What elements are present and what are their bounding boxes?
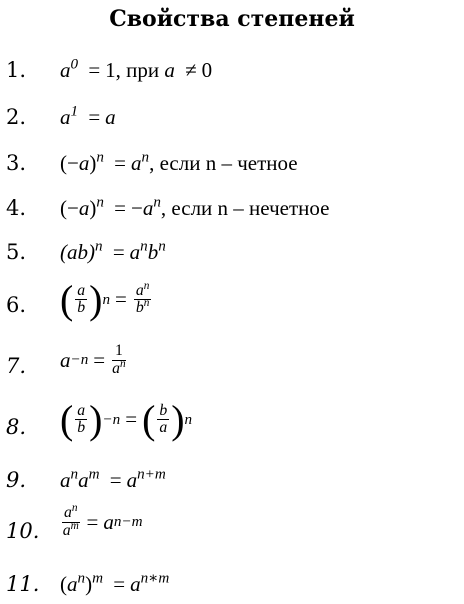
fraction (75, 283, 87, 317)
rhs-exponent: n (153, 194, 161, 211)
numerator: a (77, 281, 86, 299)
inner-exponent: n (77, 570, 86, 587)
denominator (134, 297, 152, 317)
rule-7-formula: a −n = $\frac{1}{a^n}$ (60, 342, 126, 377)
equals-sign: = (88, 58, 101, 82)
exponent: n (119, 357, 126, 370)
var-a: a (130, 572, 141, 596)
paren-close: ) (89, 397, 103, 442)
denominator (112, 357, 126, 378)
var-b: b (135, 299, 144, 317)
value-one: 1 (105, 58, 116, 82)
rule-4-number: 4. (6, 196, 27, 220)
paren-open: (− (60, 196, 79, 220)
rule-2-number: 2. (6, 105, 27, 129)
numerator: b (159, 401, 168, 419)
exponent: n (140, 238, 148, 255)
equals-sign: = (125, 407, 138, 432)
rule-5-number: 5. (6, 240, 27, 264)
exponent: n (96, 149, 104, 166)
exponent: 0 (70, 56, 79, 73)
rule-8-formula: ( $\frac{a}{b}$ ) −n = ( $\frac{b}{a}$ ) n (60, 397, 193, 442)
exponent: n (158, 238, 166, 255)
rule-2-formula (60, 105, 116, 130)
comma: , (115, 58, 121, 82)
rule-6-number: 6. (6, 293, 27, 317)
equals-sign: = (114, 151, 126, 175)
var-a: a (60, 347, 71, 372)
equals-sign: = (113, 572, 126, 596)
var-a: a (112, 359, 120, 377)
comma: , (149, 151, 155, 175)
rule-9-formula (60, 468, 166, 493)
exponent: n (71, 501, 78, 514)
exponent: n (95, 238, 103, 255)
var-a: a (67, 572, 78, 596)
condition-text: если n – четное (159, 151, 298, 175)
fraction (62, 501, 80, 539)
rule-11-formula (60, 572, 169, 597)
exponent: n (96, 194, 104, 211)
denominator (62, 519, 80, 540)
exponent: m (92, 570, 103, 587)
denominator: b (77, 419, 86, 437)
equals-sign: = (93, 347, 106, 372)
fraction (134, 279, 152, 317)
comma: , (160, 196, 167, 220)
rhs-var: a (131, 151, 142, 175)
exponent: n∗m (140, 570, 170, 587)
rule-11-number: 11. (6, 572, 40, 596)
condition-text: если n – нечетное (171, 196, 330, 220)
denominator: b (77, 299, 86, 317)
paren-close: ) (171, 397, 185, 442)
paren-open: ( (60, 397, 74, 442)
exponent: n (143, 279, 150, 292)
paren-open: (− (60, 151, 79, 175)
exponent: m (70, 519, 79, 532)
rule-8-number: 8. (6, 415, 27, 439)
paren-close: ) (89, 196, 97, 220)
equals-sign: = (115, 287, 127, 312)
equals-sign: = (88, 105, 101, 129)
exponent: 1 (70, 103, 79, 120)
rule-4-formula (60, 196, 329, 221)
equals-sign: = (86, 509, 99, 534)
paren-open: ( (60, 572, 67, 596)
var-a: a (60, 58, 71, 82)
var-a: a (126, 468, 138, 492)
rhs-var: a (142, 196, 154, 220)
var-a: a (78, 196, 90, 220)
var-a: a (62, 521, 71, 539)
paren-close: ) (85, 572, 93, 596)
var-a: a (78, 151, 90, 175)
lhs-product: (ab) (60, 240, 95, 264)
paren-close: ) (89, 151, 97, 175)
not-equal-sign: ≠ (185, 58, 197, 82)
rhs-var: a (105, 105, 116, 129)
paren-open: ( (142, 397, 156, 442)
numerator: a (77, 401, 86, 419)
rule-5-formula (60, 240, 166, 265)
var-a: a (103, 509, 114, 534)
var-a: a (129, 240, 141, 264)
var-a: a (78, 468, 89, 492)
fraction (75, 403, 87, 437)
condition-text: при (126, 58, 160, 82)
equals-sign: = (109, 468, 122, 492)
page-title: Свойства степеней (109, 6, 355, 32)
equals-sign: = (114, 196, 126, 220)
var-a: a (60, 468, 71, 492)
var-b: b (147, 240, 159, 264)
var-a: a (164, 58, 175, 82)
rule-3-formula (60, 151, 298, 176)
denominator: a (159, 419, 168, 437)
exponent: n (143, 297, 150, 310)
equals-sign: = (112, 240, 125, 264)
rule-10-number: 10. (6, 519, 40, 543)
rule-10-formula: $\frac{a^n}{a^m}$ = a n−m (62, 501, 143, 539)
minus-sign: − (131, 196, 143, 220)
exponent: m (88, 466, 100, 483)
rhs-exponent: n (141, 149, 150, 166)
numerator: 1 (112, 343, 126, 361)
var-a: a (64, 504, 72, 521)
rule-1-formula (60, 58, 212, 83)
rule-1-number: 1. (6, 58, 27, 82)
fraction (112, 343, 126, 377)
rule-9-number: 9. (6, 468, 27, 492)
rule-7-number: 7. (6, 354, 27, 378)
fraction (157, 403, 169, 437)
exponent: n (70, 466, 79, 483)
var-a: a (135, 281, 144, 299)
paren-open: ( (60, 277, 74, 322)
value-zero: 0 (201, 58, 213, 82)
rule-3-number: 3. (6, 151, 27, 175)
rule-6-formula: ( $\frac{a}{b}$ ) n = $\frac{a^n}{b^n}$ (60, 277, 150, 322)
paren-close: ) (89, 277, 103, 322)
var-a: a (60, 105, 71, 129)
exponent: n+m (137, 466, 166, 483)
